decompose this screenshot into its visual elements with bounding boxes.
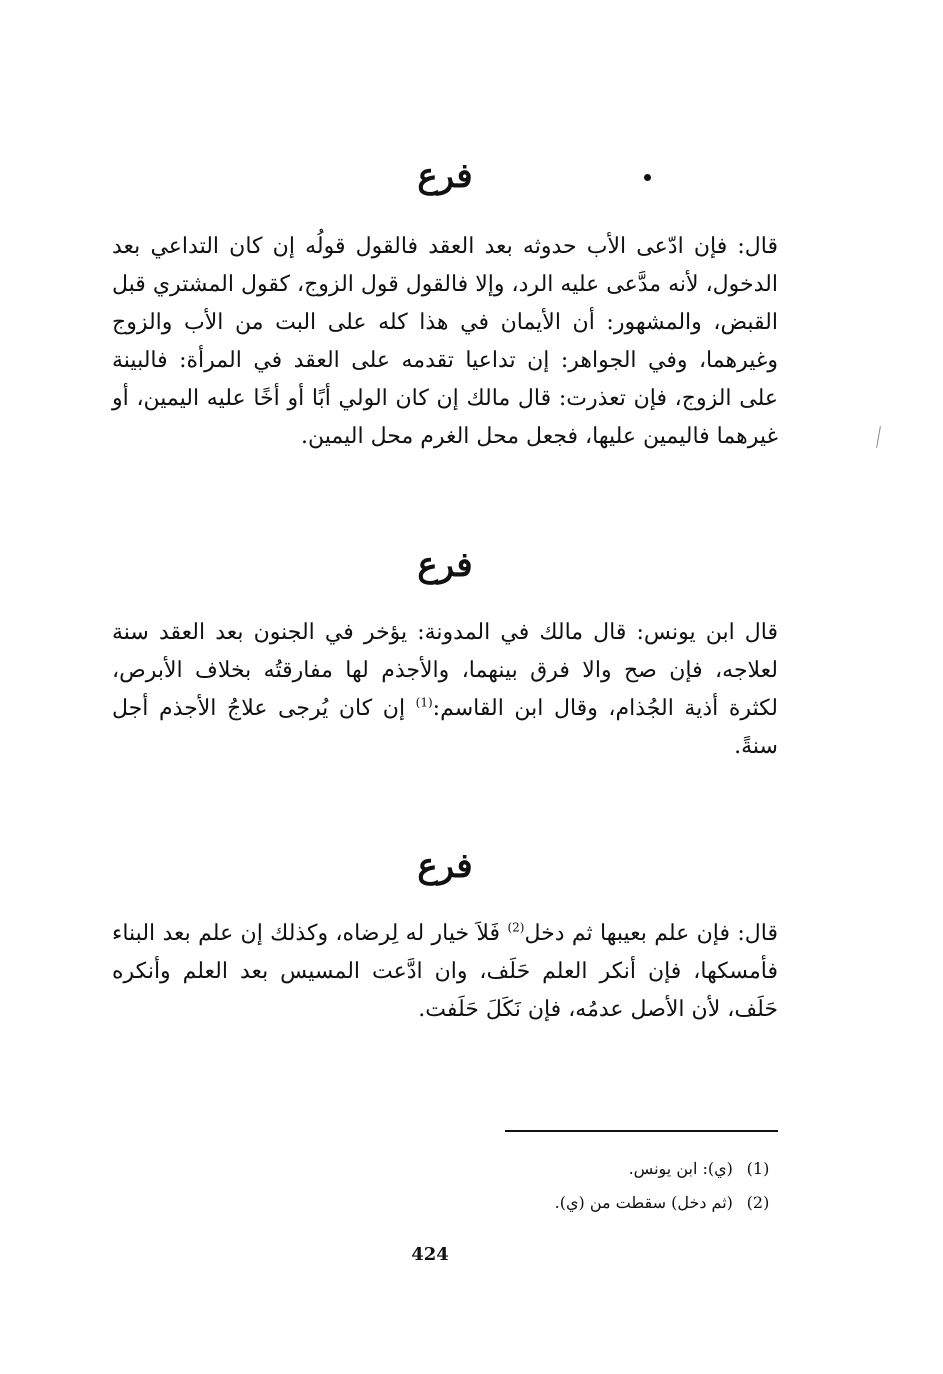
page-number: 424 bbox=[411, 1244, 449, 1265]
paragraph-3-text-end: فَلاَ خيار له لِرضاه، وكذلك إن علم بعد البناء فأمسكها، فإن أنكر العلم حَلَف، وان ادَّعت المسيس بعد العلم وأنكره حَلَف، لأن الأصل عدمُه، فإن نَكَلَ حَلَفت. bbox=[112, 921, 778, 1022]
footnote-ref-2[interactable]: (2) bbox=[507, 920, 525, 935]
paragraph-2-text-start: قال ابن يونس: قال مالك في المدونة: يؤخر في الجنون بعد العقد سنة لعلاجه، فإن صح والا فرق بينهما، والأجذم لها مفارقتُه بخلاف الأبرص، لكثرة أذية الجُذام، وقال ابن القاسم: bbox=[112, 620, 778, 721]
footnote-2 bbox=[555, 1192, 778, 1214]
footnote-separator bbox=[505, 1130, 778, 1132]
paragraph-3-text-start: قال: فإن علم بعيبها ثم دخل bbox=[524, 921, 778, 946]
footnote-ref-1[interactable]: (1) bbox=[415, 695, 433, 710]
footnote-text-1: (ي): ابن يونس. bbox=[628, 1159, 733, 1178]
footnote-1 bbox=[629, 1158, 778, 1180]
footnote-number-2: (2) bbox=[746, 1193, 770, 1212]
section-heading-2: فرع bbox=[417, 545, 473, 585]
section-heading-1: فرع bbox=[417, 156, 473, 196]
footnote-text-2: (ثم دخل) سقطت من (ي). bbox=[554, 1193, 733, 1212]
paragraph-2-text-end: إن كان يُرجى علاجُ الأجذم أجل سنةً. bbox=[112, 696, 778, 759]
margin-pencil-mark bbox=[876, 426, 881, 448]
section-paragraph-1: قال: فإن ادّعى الأب حدوثه بعد العقد فالقول قولُه إن كان التداعي بعد الدخول، لأنه مدَّعى عليه الرد، وإلا فالقول قول الزوج، كقول المشتري قبل القبض، والمشهور: أن الأيمان في هذا كله على البت من الأب والزوج وغيرهما، وفي الجواهر: إن تداعيا تقدمه على العقد في المرأة: فالبينة على الزوج، فإن تعذرت: قال مالك إن كان الولي أبًا أو أخًا عليه اليمين، أو غيرهما فاليمين عليها، فجعل محل الغرم محل اليمين. bbox=[112, 234, 778, 449]
section-paragraph-2 bbox=[112, 614, 778, 766]
section-paragraph-3 bbox=[112, 915, 778, 1029]
section-heading-3: فرع bbox=[417, 846, 473, 886]
footnote-number-1: (1) bbox=[746, 1159, 770, 1178]
